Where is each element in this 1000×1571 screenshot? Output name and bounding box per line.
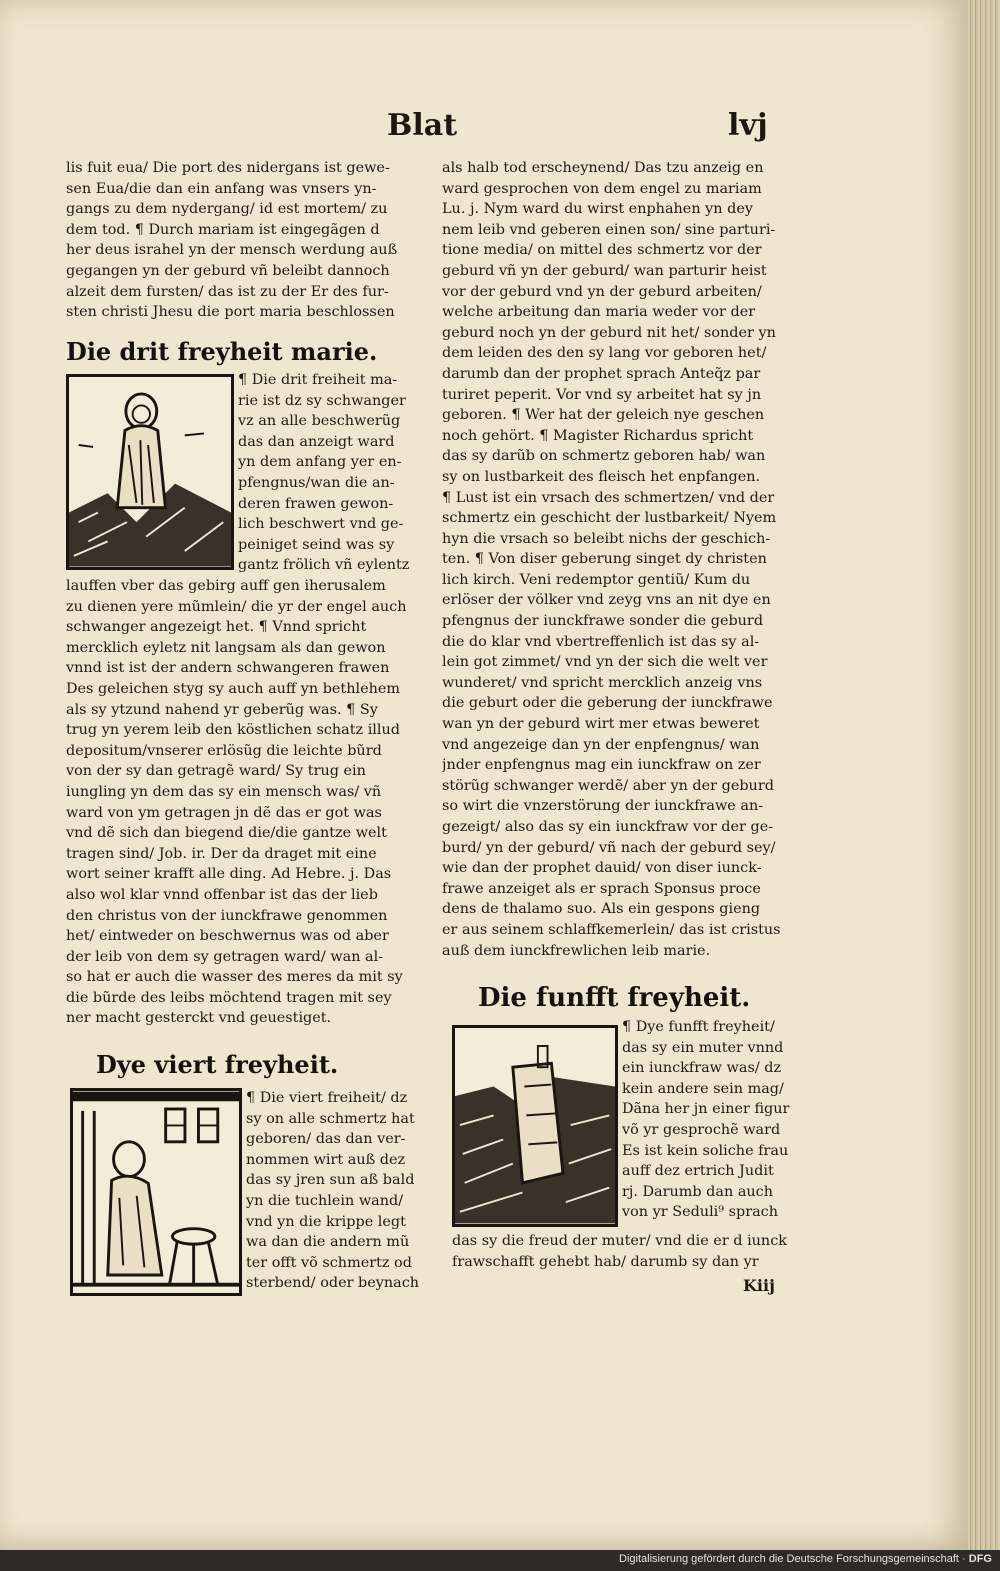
text-line: mercklich eyletz nit langsam als dan gewon (66, 639, 386, 656)
text-line: noch gehört. ¶ Magister Richardus spricht (442, 427, 754, 444)
text-line: das sy ein muter vnnd (622, 1039, 784, 1056)
text-line: das dan anzeigt ward (238, 433, 395, 450)
text-line: depositum/vnserer erlösũg die leichte bũrd (66, 742, 382, 759)
text-line: von der sy dan getragẽ ward/ Sy trug ein (66, 763, 366, 780)
text-line: ter offt võ schmertz od (246, 1254, 412, 1271)
text-line: gegangen yn der geburd vñ beleibt dannoch (66, 262, 390, 279)
dfg-logo: DFG (968, 1553, 992, 1565)
text-line: ward gesprochen von dem engel zu mariam (442, 180, 762, 197)
running-head: Blat (387, 108, 458, 143)
text-line: so hat er auch die wasser des meres da mit sy (66, 969, 403, 986)
text-line: zu dienen yere mũmlein/ die yr der engel auch (66, 598, 407, 615)
text-line: peiniget seind was sy (238, 536, 395, 553)
text-line: von yr Seduli⁹ sprach (622, 1204, 779, 1221)
heading-fifth-freedom: Die funfft freyheit. (478, 983, 751, 1013)
text-line: gantz frölich vñ eylentz (238, 557, 410, 574)
text-line: schwanger angezeigt het. ¶ Vnnd spricht (66, 619, 367, 636)
text-line: frawe anzeiget als er sprach Sponsus proce (442, 880, 761, 897)
text-line: võ yr gesprochẽ ward (622, 1121, 781, 1138)
heading-fourth-freedom: Dye viert freyheit. (96, 1050, 339, 1079)
text-line: nommen wirt auß dez (246, 1151, 406, 1168)
text-line: kein andere sein mag/ (622, 1080, 784, 1097)
text-line: dem leiden des den sy lang vor geboren het/ (442, 345, 767, 362)
text-line: also wol klar vnnd offenbar ist das der lieb (66, 886, 378, 903)
text-line: vz an alle beschwerũg (238, 413, 401, 430)
left-column-top-text (66, 158, 430, 323)
text-line: trug yn yerem leib den köstlichen schatz illud (66, 722, 400, 739)
text-line: jnder enpfengnus mag ein iunckfraw on zer (442, 757, 761, 774)
text-line: vor der geburd vnd yn der geburd arbeiten/ (442, 283, 762, 300)
text-line: nem leib vnd geberen einen son/ sine parturi- (442, 221, 776, 238)
text-line: tione media/ on mittel des schmertz vor der (442, 242, 762, 259)
text-line: sy on alle schmertz hat (246, 1110, 415, 1127)
text-line: wan yn der geburd wirt mer etwas beweret (442, 716, 760, 733)
text-line: gezeigt/ also das sy ein iunckfraw vor der ge- (442, 819, 774, 835)
text-line: den christus von der iunckfrawe genommen (66, 907, 388, 924)
signature-mark: Kiij (743, 1276, 775, 1295)
text-line: die bũrde des leibs möchtend tragen mit sey (66, 989, 392, 1006)
text-line: Es ist kein soliche frau (622, 1142, 789, 1159)
text-line: hyn die vrsach so beleibt nichs der geschich- (442, 530, 771, 547)
text-line: iungling yn dem das sy ein mensch was/ vñ (66, 783, 382, 800)
text-line: auff dez ertrich Judit (622, 1163, 774, 1180)
text-line: ward von ym getragen jn dẽ das er got was (66, 804, 382, 821)
woodcut-illustration-icon (73, 1091, 239, 1293)
woodcut-mary-mountain (66, 374, 234, 570)
text-line: das sy die freud der muter/ vnd die er d iunck (452, 1233, 787, 1249)
heading-third-freedom: Die drit freyheit marie. (66, 337, 378, 366)
text-line: erlöser der völker vnd zeyg vns an nit dye en (442, 592, 771, 609)
text-line: sy on lustbarkeit des fleisch het enpfangen. (442, 468, 761, 485)
page-edges (968, 0, 1000, 1550)
text-line: het/ eintweder on beschwernus was od aber (66, 928, 389, 945)
text-line: Dãna her jn einer figur (622, 1101, 790, 1118)
text-line: schmertz ein geschicht der lustbarkeit/ Nyem (442, 510, 777, 527)
text-line: lauffen vber das gebirg auff gen iherusalem (66, 578, 386, 594)
text-line: die geburt oder die geberung der iunckfrawe (442, 695, 773, 712)
text-line: geburd noch yn der geburd nit het/ sonder yn (442, 324, 776, 341)
text-line: lich kirch. Veni redemptor gentiũ/ Kum du (442, 571, 751, 588)
text-line: yn die tuchlein wand/ (246, 1192, 404, 1209)
text-line: so wirt die vnzerstörung der iunckfrawe an- (442, 798, 764, 815)
text-line: wort seiner krafft alle ding. Ad Hebre. j. Das (66, 866, 392, 883)
text-line: deren frawen gewon- (238, 495, 394, 512)
text-line: der leib von dem sy getragen ward/ wan al- (66, 948, 384, 965)
text-line: lein got zimmet/ vnd yn der sich die welt ver (442, 654, 768, 671)
text-line: darumb dan der prophet sprach Anteq̃z par (442, 365, 761, 382)
text-line: alzeit dem fursten/ das ist zu der Er des fur- (66, 283, 389, 300)
text-line: vnd angezeige dan yn der enpfengnus/ wan (442, 736, 760, 753)
text-line: sten christi Jhesu die port maria beschlossen (66, 304, 395, 321)
text-line: burd/ yn der geburd/ vñ nach der geburd sey/ (442, 839, 776, 856)
digitization-credit (619, 1553, 992, 1565)
text-line: vnnd ist ist der andern schwangeren frawen (66, 660, 390, 677)
text-line: ein iunckfraw was/ dz (622, 1060, 782, 1077)
text-line: sen Eua/die dan ein anfang was vnsers yn- (66, 180, 377, 197)
woodcut-rock-landscape (452, 1025, 618, 1227)
text-line: turiret peperit. Vor vnd sy arbeitet hat sy jn (442, 386, 762, 403)
text-line: auß dem iunckfrewlichen leib marie. (442, 942, 711, 959)
credit-text: Digitalisierung gefördert durch die Deutsche Forschungsgemeinschaft · (619, 1553, 966, 1565)
text-line: ¶ Lust ist ein vrsach des schmertzen/ vnd der (442, 489, 775, 506)
text-line: sterbend/ oder beynach (246, 1275, 420, 1292)
text-line: als halb tod erscheynend/ Das tzu anzeig en (442, 160, 764, 176)
text-line: Lu. j. Nym ward du wirst enphahen yn dey (442, 201, 753, 218)
text-line: wie dan der prophet dauid/ von diser iunck- (442, 860, 762, 877)
text-line: dens de thalamo suo. Als ein gespons gieng (442, 901, 761, 918)
text-line: dem tod. ¶ Durch mariam ist eingegãgen d (66, 221, 380, 238)
right-column-closing-text (452, 1231, 814, 1272)
text-line: ner macht gesterckt vnd geuestiget. (66, 1010, 332, 1027)
text-line: Des geleichen styg sy auch auff yn bethlehem (66, 680, 401, 697)
text-line: wunderet/ vnd spricht mercklich anzeig vns (442, 674, 763, 691)
left-column-beside-woodcut-3 (238, 370, 430, 576)
left-column-main-text (66, 576, 430, 1029)
right-column-beside-woodcut-5 (622, 1017, 814, 1223)
text-line: pfengnus/wan die an- (238, 474, 395, 491)
text-line: her deus israhel yn der mensch werdung auß (66, 242, 398, 259)
text-line: lich beschwert vnd ge- (238, 516, 404, 533)
text-line: frawschafft gehebt hab/ darumb sy dan yr (452, 1253, 759, 1270)
text-line: wa dan die andern mũ (246, 1234, 410, 1251)
right-column-main-text (442, 158, 812, 961)
folio-number: lvj (728, 108, 768, 143)
text-line: lis fuit eua/ Die port des nidergans ist gewe- (66, 160, 390, 176)
woodcut-mary-child (70, 1088, 242, 1296)
text-line: ¶ Dye funfft freyheit/ (622, 1019, 775, 1035)
text-line: ¶ Die drit freiheit ma- (238, 372, 398, 388)
text-line: yn dem anfang yer en- (238, 454, 402, 471)
text-line: welche arbeitung dan maria weder vor der (442, 304, 756, 321)
text-line: geboren. ¶ Wer hat der geleich nye geschen (442, 407, 765, 424)
text-line: geboren/ das dan ver- (246, 1131, 406, 1148)
text-line: ten. ¶ Von diser geberung singet dy christen (442, 551, 767, 568)
text-line: störũg schwanger werdẽ/ aber yn der geburd (442, 777, 774, 794)
text-line: geburd vñ yn der geburd/ wan parturir heist (442, 262, 767, 279)
text-line: ¶ Die viert freiheit/ dz (246, 1090, 408, 1106)
text-line: das sy jren sun aß bald (246, 1172, 415, 1189)
text-line: rie ist dz sy schwanger (238, 392, 406, 409)
text-line: vnd dẽ sich dan biegend die/die gantze welt (66, 825, 387, 842)
woodcut-illustration-icon (455, 1028, 615, 1224)
text-line: er aus seinem schlaffkemerlein/ das ist cristus (442, 921, 781, 938)
text-line: das sy darũb on schmertz geboren hab/ wan (442, 448, 766, 465)
text-line: tragen sind/ Job. ir. Der da draget mit eine (66, 845, 377, 862)
left-column-beside-woodcut-4 (246, 1088, 430, 1294)
text-line: als sy ytzund nahend yr geberũg was. ¶ Sy (66, 701, 378, 718)
text-line: pfengnus der iunckfrawe sonder die geburd (442, 613, 764, 630)
woodcut-illustration-icon (69, 377, 231, 567)
text-line: vnd yn die krippe legt (246, 1213, 406, 1230)
text-line: rj. Darumb dan auch (622, 1183, 773, 1200)
text-line: gangs zu dem nydergang/ id est mortem/ zu (66, 201, 388, 218)
text-line: die do klar vnd vbertreffenlich ist das sy al- (442, 633, 760, 650)
